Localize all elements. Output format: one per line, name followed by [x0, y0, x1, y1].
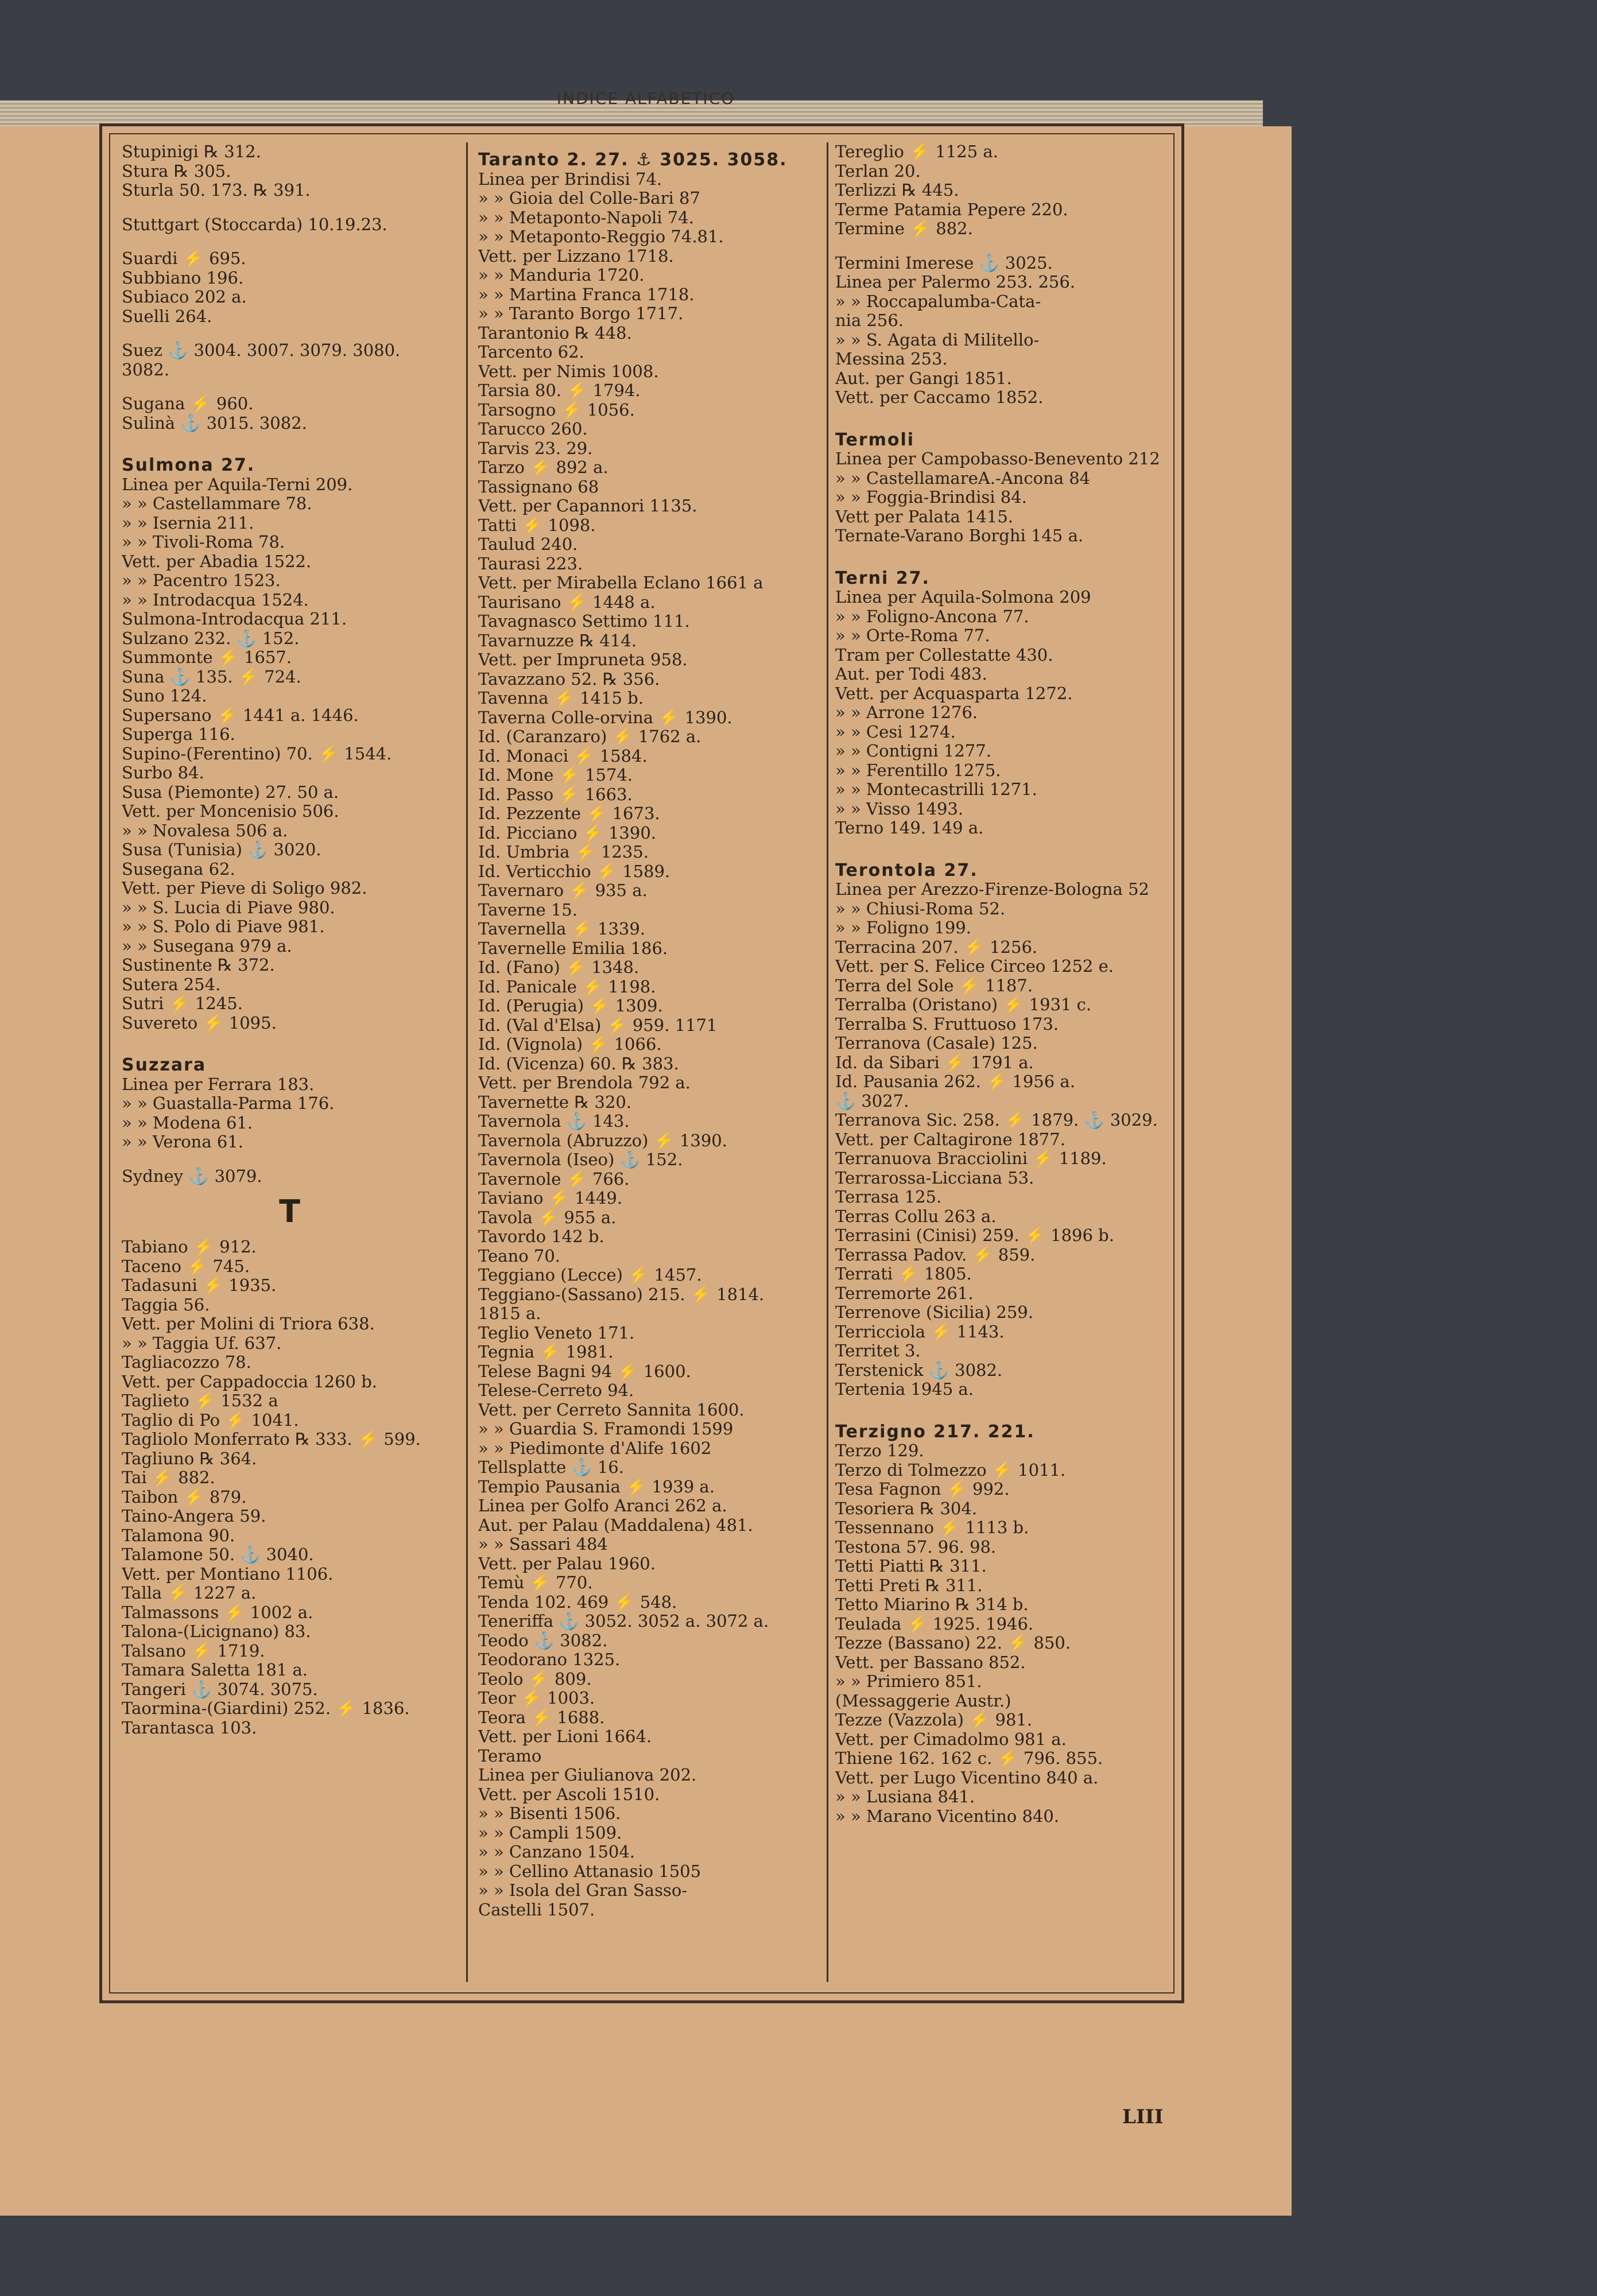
index-entry: Temù ⚡ 770. [478, 1573, 593, 1592]
index-entry: Terrenove (Sicilia) 259. [835, 1303, 1033, 1322]
index-entry: Teora ⚡ 1688. [478, 1708, 605, 1727]
index-entry: » » S. Lucia di Piave 980. [122, 898, 335, 917]
index-entry: » » Chiusi-Roma 52. [835, 899, 1006, 918]
index-entry: Tadasuni ⚡ 1935. [122, 1276, 277, 1295]
index-entry: 1815 a. [478, 1304, 541, 1323]
index-entry: Subiaco 202 a. [122, 288, 247, 307]
index-entry: Terlan 20. [835, 161, 921, 181]
index-entry: Tarantasca 103. [122, 1718, 257, 1737]
index-entry: Id. (Vignola) ⚡ 1066. [478, 1035, 662, 1054]
index-entry: Vett. per Palau 1960. [478, 1554, 656, 1573]
index-entry: Suelli 264. [122, 307, 212, 326]
index-entry: Tellsplatte ⚓ 16. [478, 1458, 624, 1477]
index-entry: Vett. per Caltagirone 1877. [835, 1130, 1065, 1149]
index-entry: » » Modena 61. [122, 1113, 253, 1133]
index-entry: Vett. per Molini di Triora 638. [122, 1314, 375, 1333]
index-entry: Linea per Palermo 253. 256. [835, 273, 1076, 292]
index-entry: Tai ⚡ 882. [122, 1468, 215, 1487]
index-entry: Taurasi 223. [478, 554, 583, 573]
index-entry: » » Orte-Roma 77. [835, 626, 990, 645]
index-entry: Tavernaro ⚡ 935 a. [478, 881, 648, 900]
index-entry: » » Pacentro 1523. [122, 571, 281, 590]
spacer [122, 379, 458, 394]
index-entry: Taurisano ⚡ 1448 a. [478, 592, 656, 612]
index-entry: Terra del Sole ⚡ 1187. [835, 976, 1033, 995]
index-entry: Vett. per Impruneta 958. [478, 650, 688, 669]
index-entry: Stuttgart (Stoccarda) 10.19.23. [122, 215, 387, 234]
index-entry: Suardi ⚡ 695. [122, 249, 246, 268]
index-entry: Terremorte 261. [835, 1283, 974, 1303]
index-entry: Taverna Colle-orvina ⚡ 1390. [478, 708, 732, 727]
index-entry: » » Cellino Attanasio 1505 [478, 1861, 701, 1881]
index-entry: Taibon ⚡ 879. [122, 1487, 247, 1507]
index-entry: Sulinà ⚓ 3015. 3082. [122, 413, 307, 433]
index-entry: Id. (Caranzaro) ⚡ 1762 a. [478, 727, 701, 746]
page-header: INDICE ALFABETICO [556, 89, 735, 108]
index-entry: Terras Collu 263 a. [835, 1207, 997, 1226]
index-entry: » » S. Polo di Piave 981. [122, 917, 325, 936]
index-entry: Tereglio ⚡ 1125 a. [835, 142, 998, 161]
index-entry: Teolo ⚡ 809. [478, 1669, 592, 1689]
index-entry: Susa (Tunisia) ⚓ 3020. [122, 840, 321, 859]
index-entry: (Messaggerie Austr.) [835, 1691, 1011, 1711]
index-entry: Id. Picciano ⚡ 1390. [478, 823, 656, 843]
index-entry: » » Lusiana 841. [835, 1787, 975, 1806]
index-entry: Terrasini (Cinisi) 259. ⚡ 1896 b. [835, 1226, 1114, 1245]
index-entry: Vett. per Brendola 792 a. [478, 1073, 691, 1092]
index-entry: Tangeri ⚓ 3074. 3075. [122, 1680, 318, 1699]
index-entry: Terrarossa-Licciana 53. [835, 1168, 1034, 1188]
index-entry: Thiene 162. 162 c. ⚡ 796. 855. [835, 1749, 1103, 1768]
index-column-1 [122, 142, 458, 1985]
index-entry: » » Primiero 851. [835, 1672, 982, 1691]
index-entry: Linea per Golfo Aranci 262 a. [478, 1496, 727, 1515]
index-entry: » » Foligno 199. [835, 918, 971, 937]
index-entry: Teodorano 1325. [478, 1650, 621, 1669]
index-entry: Tezze (Vazzola) ⚡ 981. [835, 1711, 1033, 1729]
index-entry: Telese-Cerreto 94. [478, 1381, 634, 1400]
index-entry: Linea per Aquila-Terni 209. [122, 475, 353, 494]
index-entry: Taglio di Po ⚡ 1041. [122, 1410, 299, 1430]
index-entry: » » Montecastrilli 1271. [835, 780, 1037, 799]
index-entry: Tarsogno ⚡ 1056. [478, 400, 635, 420]
index-entry: Tassignano 68 [478, 477, 599, 497]
index-entry: Sydney ⚓ 3079. [122, 1166, 262, 1186]
index-entry: Sugana ⚡ 960. [122, 394, 254, 413]
index-heading: Sulmona 27. [122, 456, 255, 475]
index-entry: ⚓ 3027. [835, 1091, 909, 1111]
spacer [122, 433, 458, 448]
index-entry: Vett. per Nimis 1008. [478, 362, 659, 381]
index-entry: Terzo 129. [835, 1441, 924, 1460]
index-entry: Id. (Val d'Elsa) ⚡ 959. 1171 [478, 1015, 718, 1035]
index-entry: Terranova Sic. 258. ⚡ 1879. ⚓ 3029. [835, 1111, 1158, 1130]
index-entry: » » Roccapalumba-Cata- [835, 292, 1041, 311]
index-entry: Terrassa Padov. ⚡ 859. [835, 1245, 1036, 1265]
index-entry: Vett. per Acquasparta 1272. [835, 684, 1073, 703]
index-entry: Tavazzano 52. ℞ 356. [478, 669, 660, 689]
spacer [835, 546, 1169, 561]
index-entry: Sulzano 232. ⚓ 152. [122, 629, 300, 648]
column-rule [827, 142, 828, 1982]
index-entry: Tessennano ⚡ 1113 b. [835, 1518, 1029, 1537]
index-entry: Talla ⚡ 1227 a. [122, 1584, 257, 1603]
index-entry: Tavernette ℞ 320. [478, 1092, 632, 1112]
spacer [835, 838, 1169, 853]
index-entry: Terzo di Tolmezzo ⚡ 1011. [835, 1460, 1066, 1480]
index-entry: » » Foggia-Brindisi 84. [835, 488, 1027, 507]
index-entry: Tenda 102. 469 ⚡ 548. [478, 1592, 677, 1612]
spacer [835, 239, 1169, 254]
index-entry: » » CastellamareA.-Ancona 84 [835, 468, 1091, 488]
spacer [835, 408, 1169, 422]
index-entry: Tempio Pausania ⚡ 1939 a. [478, 1477, 715, 1496]
index-entry: Taverne 15. [478, 900, 577, 920]
index-entry: Vett. per Cappadoccia 1260 b. [122, 1372, 377, 1391]
index-entry: Tavernola (Abruzzo) ⚡ 1390. [478, 1131, 727, 1150]
index-entry: Terno 149. 149 a. [835, 819, 984, 837]
index-entry: Tavordo 142 b. [478, 1227, 604, 1246]
index-heading: Taranto 2. 27. ⚓ 3025. 3058. [478, 150, 788, 170]
index-entry: Teggiano (Lecce) ⚡ 1457. [478, 1266, 702, 1285]
index-entry: Tarvis 23. 29. [478, 439, 593, 458]
index-entry: Terlizzi ℞ 445. [835, 181, 959, 200]
index-entry: Terralba (Oristano) ⚡ 1931 c. [835, 995, 1092, 1014]
index-entry: Vett. per Bassano 852. [835, 1653, 1026, 1672]
index-entry: Suez ⚓ 3004. 3007. 3079. 3080. [122, 341, 401, 360]
index-entry: » » Piedimonte d'Alife 1602 [478, 1438, 712, 1458]
index-entry: » » Manduria 1720. [478, 266, 645, 285]
index-entry: Vett. per Caccamo 1852. [835, 388, 1044, 407]
index-entry: Vett. per Lioni 1664. [478, 1727, 652, 1746]
index-entry: Tavernole ⚡ 766. [478, 1169, 630, 1189]
index-entry: Tarsia 80. ⚡ 1794. [478, 381, 641, 400]
index-entry: » » Metaponto-Napoli 74. [478, 208, 694, 227]
index-entry: 3082. [122, 360, 170, 379]
index-entry: Tezze (Bassano) 22. ⚡ 850. [835, 1634, 1071, 1653]
index-entry: Tarantonio ℞ 448. [478, 323, 632, 343]
index-column-3 [835, 142, 1169, 1985]
index-entry: Taormina-(Giardini) 252. ⚡ 1836. [122, 1699, 410, 1718]
index-entry: Taglieto ⚡ 1532 a [122, 1391, 278, 1410]
index-entry: » » Susegana 979 a. [122, 936, 292, 956]
index-entry: Tavernola ⚓ 143. [478, 1112, 630, 1131]
index-entry: Surbo 84. [122, 763, 204, 782]
index-entry: Vett per Palata 1415. [835, 507, 1014, 526]
index-entry: » » Isola del Gran Sasso- [478, 1881, 688, 1900]
index-entry: Tatti ⚡ 1098. [478, 515, 596, 535]
index-entry: Tagliacozzo 78. [122, 1353, 251, 1372]
index-heading: Terni 27. [835, 568, 930, 588]
index-entry: » » Marano Vicentino 840. [835, 1806, 1060, 1826]
index-entry: » » Visso 1493. [835, 799, 964, 819]
index-heading: Terzigno 217. 221. [835, 1422, 1035, 1441]
index-entry: Tavenna ⚡ 1415 b. [478, 689, 644, 708]
index-entry: Id. (Fano) ⚡ 1348. [478, 958, 639, 977]
index-entry: Tesoriera ℞ 304. [835, 1499, 978, 1518]
index-entry: Taceno ⚡ 745. [122, 1256, 250, 1276]
index-entry: Tetto Miarino ℞ 314 b. [835, 1595, 1029, 1614]
index-entry: Suvereto ⚡ 1095. [122, 1013, 277, 1033]
index-entry: Id. Passo ⚡ 1663. [478, 785, 633, 804]
index-entry: Id. Panicale ⚡ 1198. [478, 977, 656, 996]
index-entry: Stura ℞ 305. [122, 161, 231, 181]
index-entry: Vett. per Ascoli 1510. [478, 1785, 660, 1804]
index-entry: Testona 57. 96. 98. [835, 1537, 997, 1557]
index-entry: » » Bisenti 1506. [478, 1804, 621, 1823]
index-entry: Talamone 50. ⚓ 3040. [122, 1545, 314, 1564]
index-entry: Tarzo ⚡ 892 a. [478, 458, 608, 477]
column-rule [466, 142, 468, 1982]
index-entry: Vett. per S. Felice Circeo 1252 e. [835, 957, 1114, 976]
index-entry: Terranova (Casale) 125. [835, 1034, 1038, 1053]
index-entry: » » Guastalla-Parma 176. [122, 1094, 335, 1113]
index-entry: Vett. per Abadia 1522. [122, 552, 312, 571]
index-entry: Tavernella ⚡ 1339. [478, 920, 646, 938]
spacer [122, 200, 458, 215]
index-entry: Terricciola ⚡ 1143. [835, 1322, 1005, 1341]
index-entry: Teggiano-(Sassano) 215. ⚡ 1814. [478, 1285, 765, 1304]
index-entry: Teneriffa ⚓ 3052. 3052 a. 3072 a. [478, 1612, 769, 1631]
index-entry: Vett. per Cimadolmo 981 a. [835, 1729, 1067, 1749]
index-entry: Terracina 207. ⚡ 1256. [835, 937, 1038, 957]
index-entry: Talsano ⚡ 1719. [122, 1641, 265, 1661]
index-entry: Summonte ⚡ 1657. [122, 648, 292, 667]
index-entry: Talamona 90. [122, 1526, 235, 1545]
index-entry: Tavola ⚡ 955 a. [478, 1208, 617, 1227]
index-entry: Vett. per Lizzano 1718. [478, 246, 674, 266]
index-entry: Id. Umbria ⚡ 1235. [478, 843, 649, 862]
index-entry: » » Isernia 211. [122, 513, 254, 533]
index-entry: Taggia 56. [122, 1295, 210, 1314]
index-entry: Tavarnuzze ℞ 414. [478, 631, 637, 650]
index-entry: Castelli 1507. [478, 1900, 595, 1919]
index-entry: Id. Mone ⚡ 1574. [478, 766, 633, 785]
index-entry: » » Ferentillo 1275. [835, 761, 1001, 780]
index-entry: Tertenia 1945 a. [835, 1380, 974, 1399]
index-entry: Terrati ⚡ 1805. [835, 1265, 972, 1283]
index-entry: Linea per Aquila-Solmona 209 [835, 588, 1091, 607]
index-entry: Teodo ⚓ 3082. [478, 1631, 608, 1650]
index-entry: » » Sassari 484 [478, 1535, 608, 1554]
index-entry: Telese Bagni 94 ⚡ 1600. [478, 1362, 691, 1381]
index-entry: Tarucco 260. [478, 420, 588, 439]
index-entry: » » Introdacqua 1524. [122, 590, 309, 610]
index-heading: Termoli [835, 430, 915, 449]
index-entry: Aut. per Todi 483. [835, 665, 987, 684]
index-entry: Tegnia ⚡ 1981. [478, 1343, 614, 1362]
index-entry: Aut. per Gangi 1851. [835, 369, 1012, 388]
index-entry: Linea per Giulianova 202. [478, 1766, 697, 1785]
index-entry: Sturla 50. 173. ℞ 391. [122, 181, 311, 200]
index-entry: Ternate-Varano Borghi 145 a. [835, 526, 1084, 545]
index-entry: » » Canzano 1504. [478, 1843, 635, 1861]
index-entry: » » Guardia S. Framondi 1599 [478, 1420, 734, 1438]
index-entry: Taino-Angera 59. [122, 1507, 266, 1526]
index-entry: Vett. per Capannori 1135. [478, 497, 697, 515]
index-entry: Vett. per Mirabella Eclano 1661 a [478, 573, 763, 592]
index-entry: Tavagnasco Settimo 111. [478, 612, 690, 631]
spacer [122, 234, 458, 249]
index-entry: Id. (Perugia) ⚡ 1309. [478, 996, 663, 1015]
index-entry: Linea per Campobasso-Benevento 212 [835, 449, 1160, 468]
index-entry: Aut. per Palau (Maddalena) 481. [478, 1515, 753, 1535]
index-entry: Vett. per Pieve di Soligo 982. [122, 879, 367, 898]
index-entry: Terralba S. Fruttuoso 173. [835, 1014, 1059, 1034]
section-letter: T [279, 1193, 300, 1230]
index-entry: Vett. per Moncenisio 506. [122, 802, 339, 821]
index-entry: nia 256. [835, 311, 904, 330]
index-entry: » » Foligno-Ancona 77. [835, 607, 1029, 626]
spacer [122, 1152, 458, 1167]
index-entry: Tabiano ⚡ 912. [122, 1238, 257, 1256]
index-entry: Terrasa 125. [835, 1188, 942, 1207]
index-entry: Tagliolo Monferrato ℞ 333. ⚡ 599. [122, 1430, 421, 1449]
index-entry: Tavernelle Emilia 186. [478, 938, 668, 958]
index-entry: Linea per Arezzo-Firenze-Bologna 52 [835, 880, 1149, 899]
index-heading: Terontola 27. [835, 860, 978, 880]
index-entry: Territet 3. [835, 1341, 921, 1360]
index-entry: Id. Pezzente ⚡ 1673. [478, 804, 660, 823]
index-entry: » » Campli 1509. [478, 1823, 622, 1843]
index-entry: Messina 253. [835, 350, 948, 369]
index-entry: Teor ⚡ 1003. [478, 1689, 595, 1708]
index-entry: » » Metaponto-Reggio 74.81. [478, 227, 724, 246]
index-entry: » » Verona 61. [122, 1133, 243, 1151]
index-entry: Id. Pausania 262. ⚡ 1956 a. [835, 1072, 1075, 1091]
index-entry: Tarcento 62. [478, 343, 584, 362]
index-entry: Sutri ⚡ 1245. [122, 994, 243, 1013]
index-entry: » » Cesi 1274. [835, 722, 956, 742]
index-entry: Vett. per Montiano 1106. [122, 1564, 334, 1584]
index-entry: Susa (Piemonte) 27. 50 a. [122, 782, 339, 802]
index-entry: Teglio Veneto 171. [478, 1323, 635, 1343]
index-entry: Sutera 254. [122, 975, 221, 994]
index-entry: Termini Imerese ⚓ 3025. [835, 253, 1053, 273]
index-entry: Terranuova Bracciolini ⚡ 1189. [835, 1149, 1107, 1168]
index-entry: Teramo [478, 1746, 542, 1766]
spacer [122, 326, 458, 341]
index-heading: Suzzara [122, 1056, 207, 1075]
index-entry: » » Contigni 1277. [835, 742, 991, 761]
index-entry: Talona-(Licignano) 83. [122, 1622, 311, 1641]
spacer [122, 1033, 458, 1048]
index-entry: Supersano ⚡ 1441 a. 1446. [122, 705, 359, 725]
spacer [835, 1399, 1169, 1414]
index-entry: » » Novalesa 506 a. [122, 821, 288, 840]
index-entry: Vett. per Lugo Vicentino 840 a. [835, 1768, 1099, 1787]
index-entry: » » S. Agata di Militello- [835, 330, 1040, 350]
index-entry: Teulada ⚡ 1925. 1946. [835, 1614, 1034, 1634]
index-entry: Id. Monaci ⚡ 1584. [478, 746, 648, 766]
index-entry: » » Taggia Uf. 637. [122, 1333, 282, 1353]
index-entry: Subbiano 196. [122, 268, 244, 288]
page-number: LIII [1122, 2105, 1164, 2128]
index-entry: Sustinente ℞ 372. [122, 956, 275, 975]
index-entry: Tesa Fagnon ⚡ 992. [835, 1480, 1010, 1499]
index-entry: Tavernola (Iseo) ⚓ 152. [478, 1150, 683, 1169]
index-entry: Taviano ⚡ 1449. [478, 1189, 623, 1208]
index-entry: » » Martina Franca 1718. [478, 285, 695, 304]
index-entry: » » Arrone 1276. [835, 703, 978, 722]
index-entry: Tetti Preti ℞ 311. [835, 1576, 983, 1595]
index-entry: Susegana 62. [122, 859, 235, 879]
index-entry: » » Tivoli-Roma 78. [122, 533, 285, 552]
index-entry: Linea per Ferrara 183. [122, 1075, 315, 1094]
index-entry: Sulmona-Introdacqua 211. [122, 610, 347, 629]
index-entry: Suno 124. [122, 687, 207, 705]
index-entry: Talmassons ⚡ 1002 a. [122, 1603, 313, 1622]
index-entry: Supino-(Ferentino) 70. ⚡ 1544. [122, 744, 392, 763]
index-entry: Superga 116. [122, 725, 235, 744]
index-entry: Terme Patamia Pepere 220. [835, 200, 1068, 219]
index-entry: » » Castellammare 78. [122, 494, 312, 513]
index-entry: Termine ⚡ 882. [835, 219, 973, 238]
index-entry: Id. da Sibari ⚡ 1791 a. [835, 1053, 1034, 1072]
index-entry: Vett. per Cerreto Sannita 1600. [478, 1400, 745, 1420]
index-entry: Linea per Brindisi 74. [478, 169, 662, 189]
index-column-2 [478, 142, 817, 1985]
index-entry: Id. Verticchio ⚡ 1589. [478, 862, 670, 881]
index-entry: Tram per Collestatte 430. [835, 645, 1053, 665]
index-entry: Taulud 240. [478, 535, 578, 554]
index-entry: Stupinigi ℞ 312. [122, 142, 261, 161]
index-entry: Tetti Piatti ℞ 311. [835, 1557, 987, 1576]
index-entry: Tagliuno ℞ 364. [122, 1449, 257, 1468]
index-entry: Teano 70. [478, 1246, 561, 1266]
index-entry: Id. (Vicenza) 60. ℞ 383. [478, 1054, 679, 1073]
index-entry: Suna ⚓ 135. ⚡ 724. [122, 667, 301, 687]
index-entry: » » Taranto Borgo 1717. [478, 304, 684, 323]
index-entry: » » Gioia del Colle-Bari 87 [478, 189, 700, 208]
index-entry: Terstenick ⚓ 3082. [835, 1360, 1003, 1380]
index-entry: Tamara Saletta 181 a. [122, 1661, 308, 1680]
